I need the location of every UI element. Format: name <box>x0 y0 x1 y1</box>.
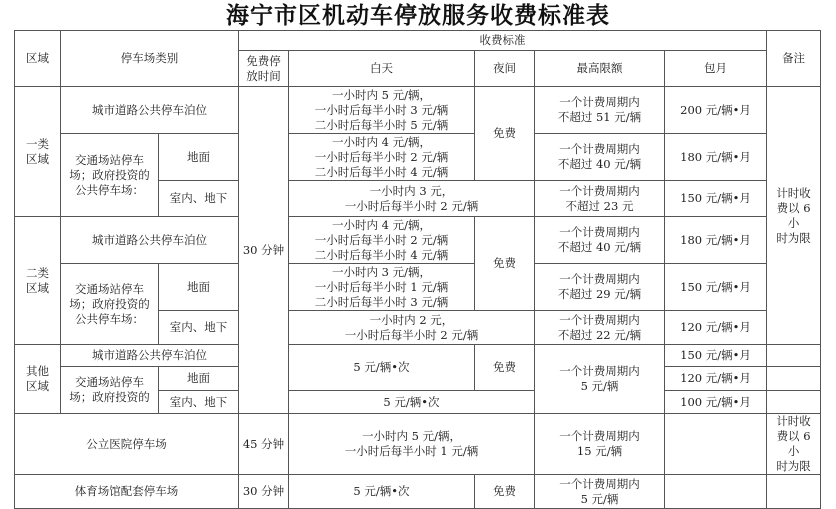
day-fee: 5 元/辆•次 <box>289 475 475 509</box>
lot-type-station: 交通场站停车 场；政府投资的 公共停车场： <box>61 134 159 217</box>
max-fee: 一个计费周期内 不超过 40 元/辆 <box>535 217 665 264</box>
night-fee: 免费 <box>475 475 535 509</box>
lot-type-street: 城市道路公共停车泊位 <box>61 217 239 264</box>
table-row <box>15 264 821 311</box>
day-fee: 一小时内 4 元/辆， 一小时后每半小时 2 元/辆 二小时后每半小时 4 元/辆 <box>289 217 475 264</box>
header-day: 白天 <box>289 51 475 87</box>
table-row <box>15 414 821 475</box>
night-fee: 免费 <box>475 87 535 181</box>
monthly-empty <box>665 414 767 475</box>
remark-empty <box>767 475 821 509</box>
header-remark: 备注 <box>767 31 821 87</box>
lot-subtype-indoor: 室内、地下 <box>159 391 239 414</box>
header-free-time: 免费停 放时间 <box>239 51 289 87</box>
max-fee: 一个计费周期内 5 元/辆 <box>535 475 665 509</box>
lot-subtype-ground: 地面 <box>159 134 239 181</box>
day-night-fee: 一小时内 2 元， 一小时后每半小时 2 元/辆 <box>289 311 535 345</box>
lot-subtype-indoor: 室内、地下 <box>159 181 239 217</box>
monthly-fee: 180 元/辆•月 <box>665 134 767 181</box>
max-fee: 一个计费周期内 不超过 23 元 <box>535 181 665 217</box>
day-fee: 一小时内 3 元/辆， 一小时后每半小时 1 元/辆 二小时后每半小时 3 元/辆 <box>289 264 475 311</box>
remark-empty <box>767 345 821 367</box>
table-row <box>15 345 821 367</box>
header-region: 区域 <box>15 31 61 87</box>
lot-subtype-ground: 地面 <box>159 264 239 311</box>
table-header-row <box>15 31 821 51</box>
lot-subtype-ground: 地面 <box>159 367 239 391</box>
table-row <box>15 217 821 264</box>
monthly-empty <box>665 475 767 509</box>
day-fee: 一小时内 5 元/辆， 一小时后每半小时 3 元/辆 二小时后每半小时 5 元/辆 <box>289 87 475 134</box>
lot-type-station: 交通场站停车 场；政府投资的 公共停车场： <box>61 264 159 345</box>
lot-type-street: 城市道路公共停车泊位 <box>61 345 239 367</box>
monthly-fee: 180 元/辆•月 <box>665 217 767 264</box>
free-time-hospital: 45 分钟 <box>239 414 289 475</box>
remark-empty <box>767 367 821 391</box>
max-fee: 一个计费周期内 5 元/辆 <box>535 345 665 414</box>
monthly-fee: 100 元/辆•月 <box>665 391 767 414</box>
header-lot-type: 停车场类别 <box>61 31 239 87</box>
lot-type-hospital: 公立医院停车场 <box>15 414 239 475</box>
table-row <box>15 475 821 509</box>
header-night: 夜间 <box>475 51 535 87</box>
monthly-fee: 200 元/辆•月 <box>665 87 767 134</box>
region-class2: 二类 区域 <box>15 217 61 345</box>
day-fee: 一小时内 4 元/辆， 一小时后每半小时 2 元/辆 二小时后每半小时 4 元/辆 <box>289 134 475 181</box>
page-title: 海宁市区机动车停放服务收费标准表 <box>226 3 610 29</box>
lot-subtype-indoor: 室内、地下 <box>159 311 239 345</box>
day-night-fee: 一小时内 5 元/辆， 一小时后每半小时 1 元/辆 <box>289 414 535 475</box>
monthly-fee: 120 元/辆•月 <box>665 367 767 391</box>
region-other: 其他 区域 <box>15 345 61 414</box>
max-fee: 一个计费周期内 不超过 40 元/辆 <box>535 134 665 181</box>
remark-empty <box>767 391 821 414</box>
max-fee: 一个计费周期内 不超过 51 元/辆 <box>535 87 665 134</box>
night-fee: 免费 <box>475 345 535 391</box>
max-fee: 一个计费周期内 不超过 22 元/辆 <box>535 311 665 345</box>
header-fee-standard: 收费标准 <box>239 31 767 51</box>
monthly-fee: 150 元/辆•月 <box>665 264 767 311</box>
region-class1: 一类 区域 <box>15 87 61 217</box>
lot-type-station: 交通场站停车 场；政府投资的 <box>61 367 159 414</box>
monthly-fee: 150 元/辆•月 <box>665 345 767 367</box>
remark-main: 计时收 费以 6 小 时为限 <box>767 87 821 345</box>
free-time-stadium: 30 分钟 <box>239 475 289 509</box>
max-fee: 一个计费周期内 不超过 29 元/辆 <box>535 264 665 311</box>
table-row <box>15 87 821 134</box>
day-fee: 5 元/辆•次 <box>289 345 475 391</box>
day-night-fee: 5 元/辆•次 <box>289 391 535 414</box>
fee-standard-table <box>14 30 821 509</box>
monthly-fee: 150 元/辆•月 <box>665 181 767 217</box>
monthly-fee: 120 元/辆•月 <box>665 311 767 345</box>
day-night-fee: 一小时内 3 元， 一小时后每半小时 2 元/辆 <box>289 181 535 217</box>
max-fee: 一个计费周期内 15 元/辆 <box>535 414 665 475</box>
table-row <box>15 134 821 181</box>
lot-type-stadium: 体育场馆配套停车场 <box>15 475 239 509</box>
header-max: 最高限额 <box>535 51 665 87</box>
lot-type-street: 城市道路公共停车泊位 <box>61 87 239 134</box>
remark-hospital: 计时收 费以 6 小 时为限 <box>767 414 821 475</box>
header-monthly: 包月 <box>665 51 767 87</box>
night-fee: 免费 <box>475 217 535 311</box>
free-time-main: 30 分钟 <box>239 87 289 414</box>
